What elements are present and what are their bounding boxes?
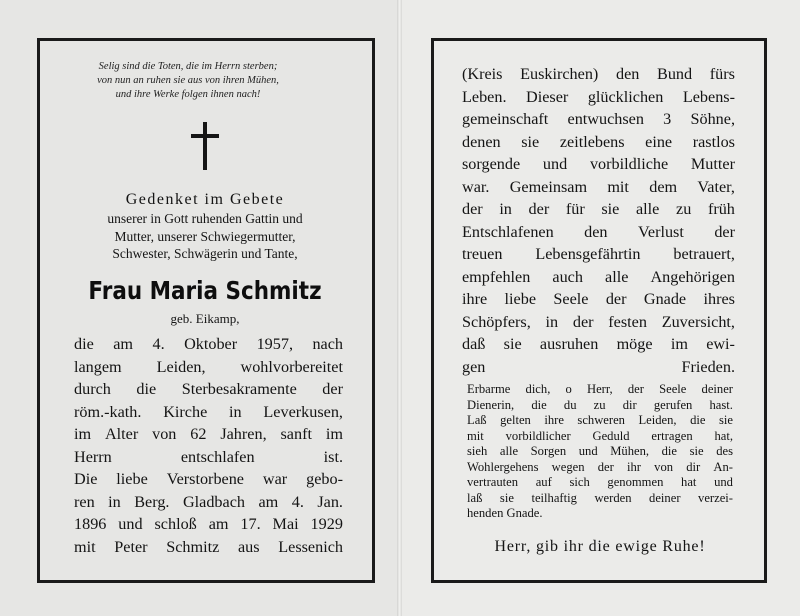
motto-line: von nun an ruhen sie aus von ihren Mühen,: [97, 75, 279, 86]
body-line: gen Frieden.: [462, 357, 735, 376]
body-line: denen sie zeitlebens eine rastlos: [462, 132, 735, 151]
prayer-line: Laß gelten ihre schweren Leiden, die sie: [467, 413, 733, 427]
card-fold: [397, 0, 402, 616]
body-line: ren in Berg. Gladbach am 4. Jan.: [74, 492, 343, 511]
body-line: die am 4. Oktober 1957, nach: [74, 335, 343, 353]
body-line: daß sie ausruhen möge im ewi-: [462, 335, 735, 353]
right-body-text: [462, 63, 735, 378]
prayer-line: laß sie teilhaftig werden deiner verzei-: [467, 490, 733, 505]
body-line: treuen Lebensgefährtin betrauert,: [462, 245, 735, 263]
body-line: langem Leiden, wohlvorbereitet: [74, 357, 343, 376]
prayer-line: unserer in Gott ruhenden Gattin und: [107, 211, 303, 226]
prayer-line: Schwester, Schwägerin und Tante,: [112, 246, 298, 261]
final-prayer: [467, 382, 733, 522]
deceased-name: Frau Maria Schmitz: [88, 276, 322, 305]
prayer-line: Dienerin, die du zu dir gerufen hast.: [467, 397, 733, 412]
cross-icon: [189, 122, 221, 170]
body-line: der in der für sie alle zu früh: [462, 200, 735, 218]
prayer-heading: Gedenket im Gebete: [125, 191, 285, 208]
body-line: Leben. Dieser glücklichen Lebens-: [462, 87, 735, 106]
body-line: Entschlafenen den Verlust der: [462, 222, 735, 241]
prayer-line: Wohlergehens wegen der ihr von dir An-: [467, 459, 733, 474]
prayer-line: Mutter, unserer Schwiegermutter,: [114, 228, 296, 244]
body-line: sorgende und vorbildliche Mutter: [462, 155, 735, 173]
prayer-line: Erbarme dich, o Herr, der Seele deiner: [467, 382, 733, 396]
motto-line: und ihre Werke folgen ihnen nach!: [115, 89, 261, 100]
body-line: (Kreis Euskirchen) den Bund fürs: [462, 65, 735, 83]
closing-prayer: Herr, gib ihr die ewige Ruhe!: [494, 538, 706, 555]
body-line: ihre liebe Seele der Gnade ihres: [462, 290, 735, 308]
body-line: Schöpfers, in der festen Zuversicht,: [462, 312, 735, 331]
body-line: röm.-kath. Kirche in Leverkusen,: [74, 402, 343, 421]
body-line: empfehlen auch alle Angehörigen: [462, 267, 735, 286]
prayer-line: henden Gnade.: [467, 506, 543, 520]
body-line: Herrn entschlafen ist.: [74, 447, 343, 466]
body-line: mit Peter Schmitz aus Lessenich: [74, 537, 343, 556]
bible-motto: [40, 60, 336, 102]
maiden-name: geb. Eikamp,: [170, 311, 240, 326]
prayer-line: mit vorbildlicher Geduld ertragen hat,: [467, 428, 733, 443]
body-line: im Alter von 62 Jahren, sanft im: [74, 425, 343, 443]
prayer-line: sieh alle Sorgen und Mühen, die sie des: [467, 444, 733, 458]
body-line: gemeinschaft entwuchsen 3 Söhne,: [462, 110, 735, 128]
body-line: Die liebe Verstorbene war gebo-: [74, 470, 343, 488]
prayer-intro: [50, 190, 360, 263]
body-line: war. Gemeinsam mit dem Vater,: [462, 177, 735, 196]
motto-line: Selig sind die Toten, die im Herrn sterben;: [98, 61, 278, 72]
left-body-text: [74, 333, 343, 558]
body-line: 1896 und schloß am 17. Mai 1929: [74, 515, 343, 533]
prayer-line: vertrauten auf sich genommen hat und: [467, 475, 733, 489]
body-line: durch die Sterbesakramente der: [74, 380, 343, 398]
